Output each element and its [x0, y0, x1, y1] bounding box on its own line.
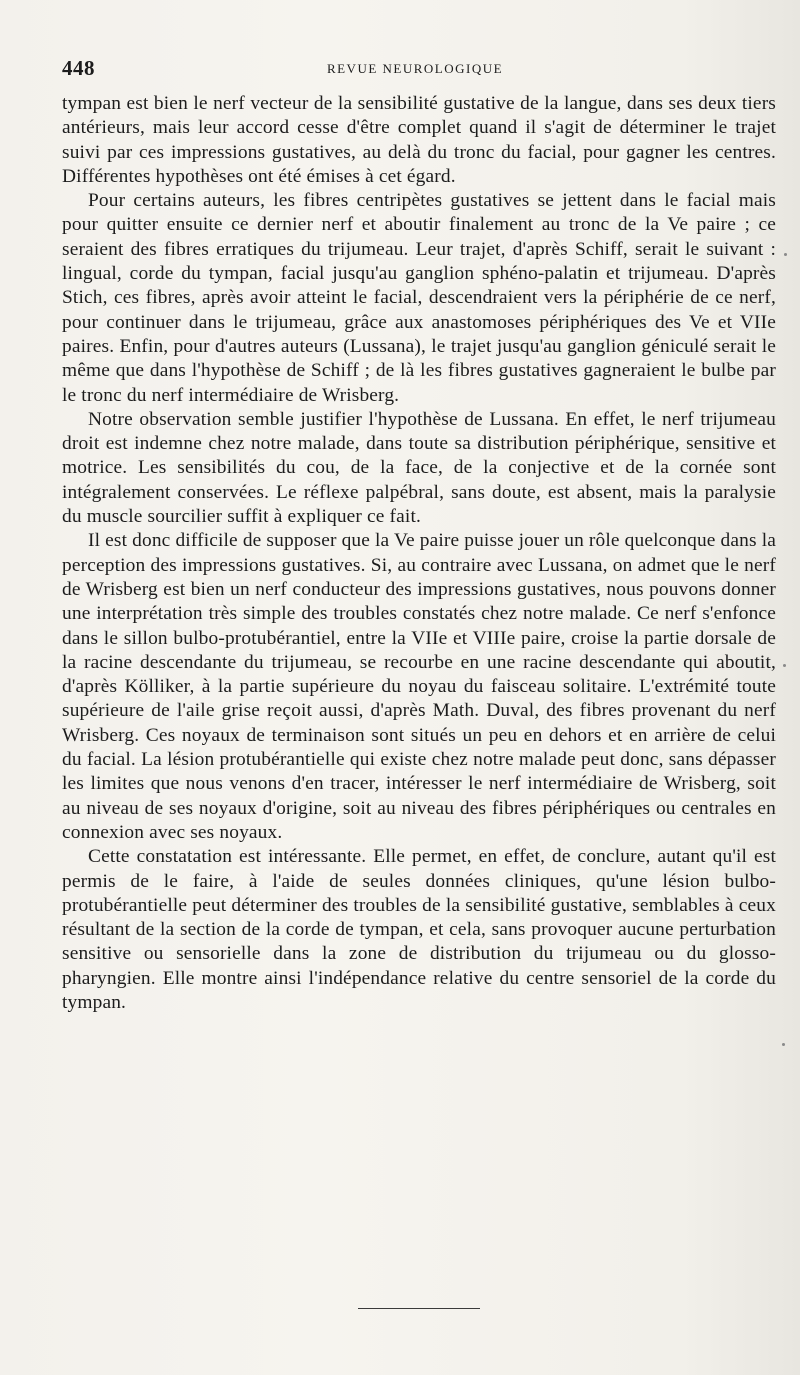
page-number: 448	[62, 56, 95, 80]
paragraph-2: Pour certains auteurs, les fibres centripètes gustatives se jettent dans le facial mais pour quitter ensuite ce dernier nerf et aboutir finalement au tronc de la Ve paire ; ce seraient des fibres erratiques du trijumeau. Leur trajet, d'après Schiff, serait le suivant : lingual, corde du tympan, facial jusqu'au ganglion sphéno-palatin et trijumeau. D'après Stich, ces fibres, après avoir atteint le facial, descendraient vers la périphérie de ce nerf, pour continuer dans le trijumeau, grâce aux anastomoses périphériques des Ve et VIIe paires. Enfin, pour d'autres auteurs (Lussana), le trajet jusqu'au ganglion géniculé serait le même que dans l'hypothèse de Schiff ; de là les fibres gustatives gagneraient le bulbe par le tronc du nerf intermédiaire de Wrisberg.	[62, 190, 776, 406]
body-text	[62, 92, 776, 1015]
print-speck	[783, 664, 786, 667]
page-header	[62, 56, 768, 84]
running-head: REVUE NEUROLOGIQUE	[326, 61, 504, 76]
paragraph-1: tympan est bien le nerf vecteur de la sensibilité gustative de la langue, dans ses deux tiers antérieurs, mais leur accord cesse d'être complet quand il s'agit de déterminer le trajet suivi par ces impressions gustatives, au delà du tronc du facial, pour gagner les centres. Différentes hypothèses ont été émises à cet égard.	[62, 93, 776, 187]
paragraph-4: Il est donc difficile de supposer que la Ve paire puisse jouer un rôle quelconque dans la perception des impressions gustatives. Si, au contraire avec Lussana, on admet que le nerf de Wrisberg est bien un nerf conducteur des impressions gustatives, nous pouvons donner une interprétation très simple des troubles constatés chez notre malade. Ce nerf s'enfonce dans le sillon bulbo-protubérantiel, entre la VIIe et VIIIe paire, croise la partie dorsale de la racine descendante du trijumeau, se recourbe en une racine descendante qui aboutit, d'après Kölliker, à la partie supérieure du noyau du faisceau solitaire. L'extrémité toute supérieure de l'aile grise reçoit aussi, d'après Math. Duval, des fibres provenant du nerf Wrisberg. Ces noyaux de terminaison sont situés un peu en dehors et en arrière de celui du facial. La lésion protubérantielle qui existe chez notre malade peut donc, sans dépasser les limites que nous venons d'en tracer, intéresser le nerf intermédiaire de Wrisberg, soit au niveau de ses noyaux d'origine, soit au niveau des fibres périphériques ou centrales en connexion avec ses noyaux.	[62, 530, 776, 843]
paragraph-3: Notre observation semble justifier l'hypothèse de Lussana. En effet, le nerf trijumeau droit est indemne chez notre malade, dans toute sa distribution périphérique, sensitive et motrice. Les sensibilités du cou, de la face, de la conjective et de la cornée sont intégralement conservées. Le réflexe palpébral, sans doute, est absent, mais la paralysie du muscle sourcilier suffit à expliquer ce fait.	[62, 408, 776, 528]
paragraph-5: Cette constatation est intéressante. Elle permet, en effet, de conclure, autant qu'il est permis de le faire, à l'aide de seules données cliniques, qu'une lésion bulbo-protubérantielle peut déterminer des troubles de la sensibilité gustative, semblables à ceux résultant de la section de la corde de tympan, et cela, sans provoquer aucune perturbation sensitive ou sensorielle dans la zone de distribution du trijumeau ou du glosso-pharyngien. Elle montre ainsi l'indépendance relative du centre sensoriel de la corde du tympan.	[62, 846, 776, 1013]
print-speck	[782, 1043, 785, 1046]
print-speck	[784, 253, 787, 256]
end-rule	[358, 1308, 480, 1309]
